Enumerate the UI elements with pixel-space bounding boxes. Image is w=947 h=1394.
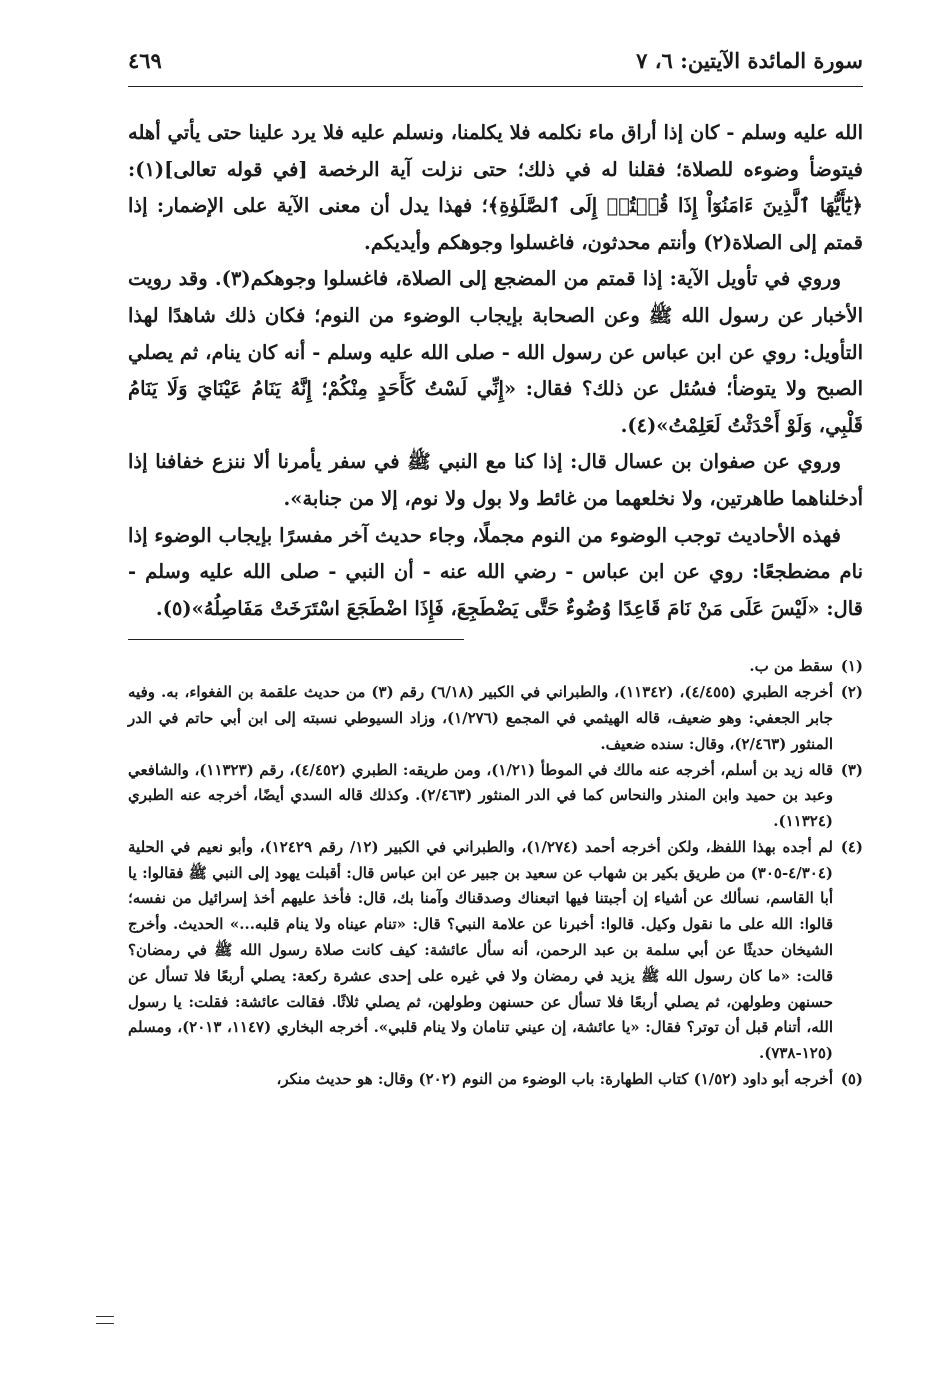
footnote-text: سقط من ب. (749, 657, 833, 676)
footnote-number: (٥) (840, 1070, 863, 1089)
main-text (128, 115, 863, 627)
footnote-text: أخرجه الطبري (٤/٤٥٥)، (١١٣٤٢)، والطبراني في الكبير (٦/١٨) رقم (٣) من حديث علقمة بن الفغواء، به. وفيه جابر الجعفي: وهو ضعيف، قاله الهيثمي في المجمع (١/٢٧٦)، وزاد السيوطي نسبته إلى ابن أبي حاتم في الدر المنثور (٢/٤٦٣)، وقال: سنده ضعيف. (128, 683, 833, 753)
footnote-number: (٣) (840, 760, 863, 779)
book-page (128, 40, 863, 1093)
paragraph: وروي في تأويل الآية: إذا قمتم من المضجع إلى الصلاة، فاغسلوا وجوهكم(٣). وقد رويت الأخبار عن رسول الله ﷺ وعن الصحابة بإيجاب الوضوء من النوم؛ فكان ذلك شاهدًا لهذا التأويل: روي عن ابن عباس عن رسول الله - صلى الله عليه وسلم - أنه كان ينام، ثم يصلي الصبح ولا يتوضأ؛ فسُئل عن ذلك؟ فقال: «إِنِّي لَسْتُ كَأَحَدٍ مِنْكُمْ؛ إِنَّهُ يَنَامُ عَيْنَايَ وَلَا يَنَامُ قَلْبِي، وَلَوْ أَحْدَثْتُ لَعَلِمْتُ»(٤). (128, 267, 863, 437)
footnote (128, 758, 863, 835)
footnotes (128, 654, 863, 1093)
margin-mark (96, 1316, 114, 1324)
footnote-separator (128, 639, 464, 640)
paragraph: الله عليه وسلم - كان إذا أراق ماء نكلمه فلا يكلمنا، ونسلم عليه فلا يرد علينا حتى يأتي أهله فيتوضأ وضوءه للصلاة؛ فقلنا له في ذلك؛ حتى نزلت آية الرخصة [في قوله تعالى](١): ﴿يَٰٓأَيُّهَا ٱلَّذِينَ ءَامَنُوٓاْ إِذَا قُمۡتُمۡ إِلَى ٱلصَّلَوٰةِ﴾؛ فهذا يدل أن معنى الآية على الإضمار: إذا قمتم إلى الصلاة(٢) وأنتم محدثون، فاغسلوا وجوهكم وأيديكم. (128, 121, 863, 254)
footnote-text: أخرجه أبو داود (١/٥٢) كتاب الطهارة: باب الوضوء من النوم (٢٠٢) وقال: هو حديث منكر، (276, 1070, 833, 1089)
footnote-number: (٢) (840, 683, 863, 702)
footnote (128, 654, 863, 680)
paragraph: فهذه الأحاديث توجب الوضوء من النوم مجملًا، وجاء حديث آخر مفسرًا بإيجاب الوضوء إذا نام مضطجعًا: روي عن ابن عباس - رضي الله عنه - أن النبي - صلى الله عليه وسلم - قال: «لَيْسَ عَلَى مَنْ نَامَ قَاعِدًا وُضُوءٌ حَتَّى يَضْطَجِعَ، فَإِذَا اضْطَجَعَ اسْتَرَخَتْ مَفَاصِلُهُ»(٥). (128, 523, 863, 620)
page-header (128, 40, 863, 87)
footnote (128, 680, 863, 757)
footnote-number: (٤) (840, 837, 863, 856)
footnote (128, 835, 863, 1067)
page-number: ٤٦٩ (128, 48, 162, 73)
footnote-text: لم أجده بهذا اللفظ، ولكن أخرجه أحمد (١/٢٧٤)، والطبراني في الكبير (١٢/ رقم ١٢٤٢٩)، وأبو نعيم في الحلية (٤/٣٠٤-٣٠٥) من طريق بكير بن شهاب عن سعيد بن جبير عن ابن عباس قال: أقبلت يهود إلى النبي ﷺ فقالوا: يا أبا القاسم، نسألك عن أشياء إن أجبتنا فيها اتبعناك وصدقناك وآمنا بك، قال: فأخذ عليهم أخذ إسرائيل من نفسه؛ قالوا: الله على ما نقول وكيل. قالوا: أخبرنا عن علامة النبي؟ قال: «تنام عيناه ولا ينام قلبه...» الحديث. وأخرج الشيخان حديثًا عن أبي سلمة بن عبد الرحمن، أنه سأل عائشة: كيف كانت صلاة رسول الله ﷺ في رمضان؟ قالت: «ما كان رسول الله ﷺ يزيد في رمضان ولا في غيره على إحدى عشرة ركعة: يصلي أربعًا فلا تسأل عن حسنهن وطولهن، ثم يصلي أربعًا فلا تسأل عن حسنهن وطولهن، ثم يصلي ثلاثًا. فقالت عائشة: فقلت: يا رسول الله، أتنام قبل أن توتر؟ فقال: «يا عائشة، إن عيني تنامان ولا ينام قلبي». أخرجه البخاري (١١٤٧، ٢٠١٣)، ومسلم (١٢٥-٧٣٨). (128, 837, 833, 1063)
running-title: سورة المائدة الآيتين: ٦، ٧ (636, 48, 863, 73)
footnote (128, 1067, 863, 1093)
footnote-number: (١) (840, 657, 863, 676)
paragraph: وروي عن صفوان بن عسال قال: إذا كنا مع النبي ﷺ في سفر يأمرنا ألا ننزع خفافنا إذا أدخلناهما طاهرتين، ولا نخلعهما من غائط ولا بول ولا نوم، إلا من جنابة». (128, 450, 863, 510)
footnote-text: قاله زيد بن أسلم، أخرجه عنه مالك في الموطأ (١/٢١)، ومن طريقه: الطبري (٤/٤٥٢)، رقم (١١٣٢٣)، والشافعي وعبد بن حميد وابن المنذر والنحاس كما في الدر المنثور (٢/٤٦٣). وكذلك قاله السدي أيضًا، أخرجه عنه الطبري (١١٣٢٤). (128, 760, 833, 831)
